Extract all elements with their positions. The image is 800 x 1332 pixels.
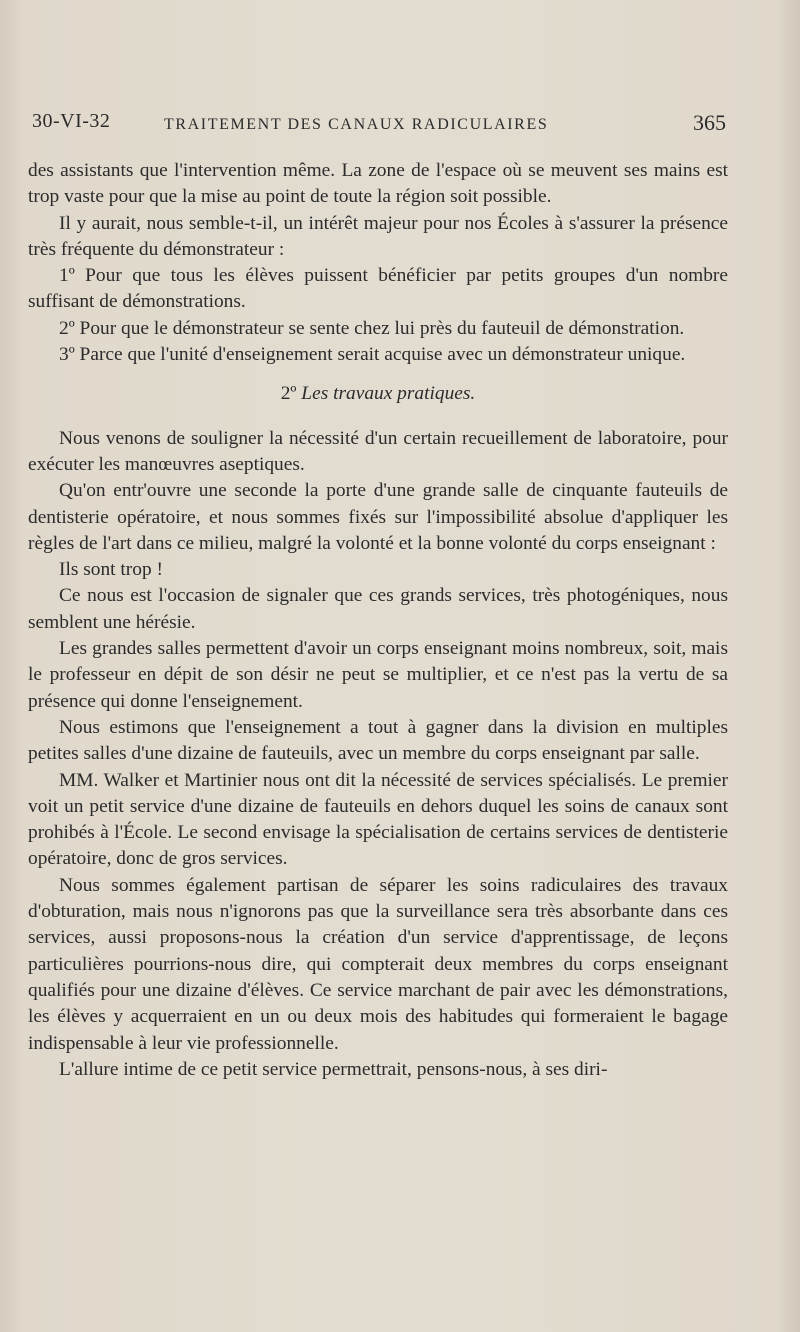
paragraph: Les grandes salles permettent d'avoir un corps enseignant moins nombreux, soit, mais le professeur en dépit de son désir ne peut se multiplier, et ce n'est pas la vertu de sa présence qui donne l'enseignement. [28,638,728,712]
paragraph: Ce nous est l'occasion de signaler que ces grands services, très photogéniques, nous semblent une hérésie. [28,585,728,633]
paragraph: Ils sont trop ! [59,559,163,581]
paragraph: Nous sommes également partisan de séparer les soins radiculaires des travaux d'obturation, mais nous n'ignorons pas que la surveillance sera très absorbante dans ces services, aussi proposons-nous la création d'un service d'apprentissage, de leçons particulières pourrions-nous dire, qui compterait deux membres du corps enseignant qualifiés pour une dizaine d'élèves. Ce service marchant de pair avec les démonstrations, les élèves y acquerraient en un ou deux mois des habitudes qui formeraient le bagage indispensable à leur vie professionnelle. [28,874,728,1054]
section-heading [28,381,728,407]
list-item: 3º Parce que l'unité d'enseignement serait acquise avec un démonstrateur unique. [59,344,686,366]
issue-date: 30-VI-32 [32,110,111,132]
page-number: 365 [693,110,726,135]
body-text [28,158,728,1083]
list-item: 2º Pour que le démonstrateur se sente chez lui près du fauteuil de démonstration. [59,317,685,339]
section-number: 2º [280,383,297,405]
page-header [32,110,726,140]
section-title: Les travaux pratiques. [301,383,476,405]
list-item: 1º Pour que tous les élèves puissent bénéficier par petits groupes d'un nombre suffisant de démonstrations. [28,265,728,313]
paragraph: L'allure intime de ce petit service permettrait, pensons-nous, à ses diri- [59,1058,608,1080]
paragraph: MM. Walker et Martinier nous ont dit la nécessité de services spécialisés. Le premier voit un petit service d'une dizaine de fauteuils en dehors duquel les soins de canaux sont prohibés à l'École. Le second envisage la spécialisation de certains services de dentisterie opératoire, donc de gros services. [28,769,728,870]
paragraph: Nous venons de souligner la nécessité d'un certain recueillement de laboratoire, pour exécuter les manœuvres aseptiques. [28,427,728,475]
running-title: TRAITEMENT DES CANAUX RADICULAIRES [164,116,549,133]
paragraph: Nous estimons que l'enseignement a tout à gagner dans la division en multiples petites salles d'une dizaine de fauteuils, avec un membre du corps enseignant par salle. [28,716,728,765]
paragraph: Il y aurait, nous semble-t-il, un intérêt majeur pour nos Écoles à s'assurer la présence très fréquente du démonstrateur : [28,212,728,260]
paragraph-continued: des assistants que l'intervention même. La zone de l'espace où se meuvent ses mains est trop vaste pour que la mise au point de toute la région soit possible. [28,160,728,208]
paragraph: Qu'on entr'ouvre une seconde la porte d'une grande salle de cinquante fauteuils de dentisterie opératoire, et nous sommes fixés sur l'impossibilité absolue d'appliquer les règles de l'art dans ce milieu, malgré la volonté et la bonne volonté du corps enseignant : [28,480,728,554]
